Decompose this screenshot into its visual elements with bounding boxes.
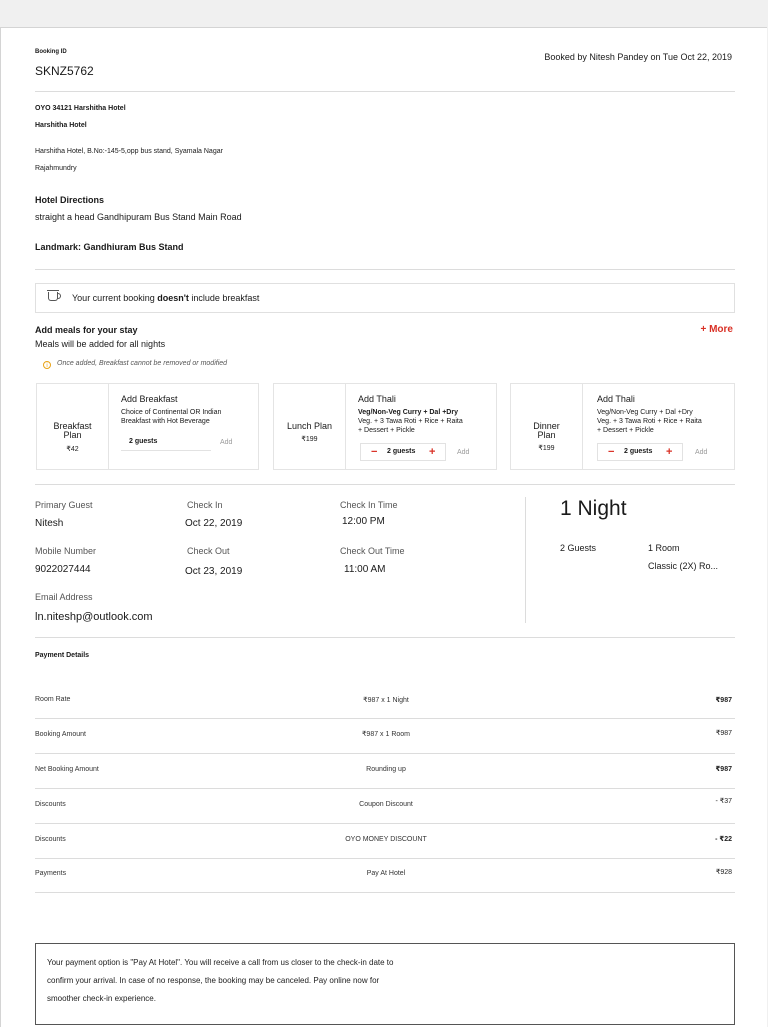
payment-row-detail: Coupon Discount (359, 801, 413, 808)
payment-row-detail: Pay At Hotel (366, 870, 406, 877)
plan-name: Lunch Plan (286, 421, 333, 431)
plus-icon[interactable]: + (429, 446, 436, 458)
payment-row-detail: OYO MONEY DISCOUNT (345, 836, 427, 843)
notice-line: Your payment option is "Pay At Hotel". You will receive a call from us closer to the check-in date to (47, 958, 394, 967)
meals-title: Add meals for your stay (35, 325, 138, 335)
hotel-city: Rajahmundry (35, 165, 77, 172)
guest-count: 2 guests (129, 438, 158, 445)
payment-row-detail: Rounding up (366, 766, 406, 773)
directions-text: straight a head Gandhipuram Bus Stand Main Road (35, 212, 242, 222)
divider (525, 497, 526, 623)
plan-name-line: Dinner (533, 421, 560, 431)
add-button[interactable]: Add (457, 449, 470, 456)
payment-row-value: ₹928 (715, 869, 732, 876)
add-button[interactable]: Add (695, 449, 708, 456)
mobile-number: 9022027444 (35, 564, 91, 575)
check-in-date: Oct 22, 2019 (185, 518, 243, 529)
booked-by: Booked by Nitesh Pandey on Tue Oct 22, 2019 (544, 52, 732, 62)
check-out-time-label: Check Out Time (340, 546, 405, 556)
hotel-address: Harshitha Hotel, B.No:-145-5,opp bus stand, Syamala Nagar (35, 148, 223, 155)
check-out-label: Check Out (187, 546, 230, 556)
notice-suffix: include breakfast (188, 293, 260, 303)
booking-page (0, 27, 767, 1027)
more-meals-link[interactable]: + More (700, 324, 733, 335)
booking-id-label: Booking ID (35, 49, 67, 55)
minus-icon[interactable]: − (608, 446, 615, 458)
breakfast-notice-text (72, 293, 259, 303)
minus-icon[interactable]: − (371, 446, 378, 458)
payment-title: Payment Details (35, 652, 90, 659)
plan-summary (37, 384, 109, 469)
plan-name-line: Plan (537, 430, 556, 440)
plan-summary (511, 384, 583, 469)
notice-line: confirm your arrival. In case of no response, the booking may be canceled. Pay online now for (47, 976, 380, 985)
primary-guest: Nitesh (35, 518, 64, 529)
meals-subtitle: Meals will be added for all nights (35, 339, 166, 349)
check-out-time: 11:00 AM (344, 564, 386, 575)
desc-line: Veg. + 3 Tawa Roti + Rice + Raita (597, 418, 702, 425)
guest-stepper[interactable] (360, 443, 446, 461)
payment-row-value: - ₹22 (715, 836, 732, 843)
dinner-plan-card (510, 383, 735, 470)
divider (35, 637, 735, 638)
lunch-plan-card (273, 383, 497, 470)
divider (35, 718, 735, 719)
guest-count: 2 guests (624, 448, 653, 455)
email-label: Email Address (35, 592, 93, 602)
plan-price: ₹199 (301, 436, 318, 443)
plan-name (37, 422, 108, 440)
breakfast-notice (35, 283, 735, 313)
add-thali-title: Add Thali (597, 394, 635, 404)
plan-name (511, 422, 582, 440)
payment-row-detail: ₹987 x 1 Room (361, 731, 411, 738)
room-type: Classic (2X) Ro... (648, 561, 719, 571)
check-in-time: 12:00 PM (342, 516, 385, 527)
desc-line: Breakfast with Hot Beverage (121, 418, 210, 425)
guests-count: 2 Guests (560, 543, 597, 553)
plan-name-line: Plan (63, 430, 82, 440)
plus-icon[interactable]: + (666, 446, 673, 458)
primary-guest-label: Primary Guest (35, 500, 93, 510)
divider (35, 753, 735, 754)
payment-row-value: ₹987 (715, 697, 732, 704)
add-thali-title: Add Thali (358, 394, 396, 404)
pay-at-hotel-notice (35, 943, 735, 1025)
payment-row-label: Discounts (35, 836, 66, 843)
notice-bold: doesn't (157, 293, 189, 303)
divider (35, 788, 735, 789)
divider (35, 823, 735, 824)
booking-id: SKNZ5762 (35, 64, 94, 78)
meals-warning: Once added, Breakfast cannot be removed or modified (57, 360, 228, 367)
landmark: Landmark: Gandhiuram Bus Stand (35, 242, 184, 252)
info-icon: i (43, 361, 51, 369)
email-address: ln.niteshp@outlook.com (35, 611, 153, 623)
mobile-label: Mobile Number (35, 546, 97, 556)
plan-description (358, 408, 463, 435)
payment-row-label: Net Booking Amount (35, 766, 99, 773)
divider (35, 484, 735, 485)
check-out-date: Oct 23, 2019 (185, 566, 243, 577)
payment-row-label: Discounts (35, 801, 66, 808)
divider (35, 858, 735, 859)
desc-line: + Dessert + Pickle (358, 427, 415, 434)
rooms-count: 1 Room (648, 543, 680, 553)
desc-line: + Dessert + Pickle (597, 427, 654, 434)
add-breakfast-title: Add Breakfast (121, 394, 178, 404)
nights-count: 1 Night (560, 497, 627, 520)
payment-row-label: Room Rate (35, 696, 71, 703)
payment-row-detail: ₹987 x 1 Night (363, 697, 409, 704)
coffee-cup-icon (48, 292, 58, 301)
notice-line: smoother check-in experience. (47, 994, 156, 1003)
plan-description (121, 408, 221, 426)
breakfast-plan-card (36, 383, 259, 470)
plan-price: ₹42 (66, 446, 79, 453)
payment-row-value: - ₹37 (715, 798, 732, 805)
check-in-label: Check In (187, 500, 223, 510)
notice-prefix: Your current booking (72, 293, 158, 303)
payment-row-value: ₹987 (715, 730, 732, 737)
payment-row-label: Booking Amount (35, 731, 86, 738)
divider (35, 892, 735, 893)
plan-summary (274, 384, 346, 469)
desc-line: Veg/Non-Veg Curry + Dal +Dry (358, 409, 458, 416)
guest-select[interactable] (121, 433, 211, 451)
hotel-code-name: OYO 34121 Harshitha Hotel (35, 105, 126, 112)
hotel-name: Harshitha Hotel (35, 122, 87, 129)
desc-line: Veg/Non-Veg Curry + Dal +Dry (597, 409, 693, 416)
add-button[interactable]: Add (220, 439, 233, 446)
guest-count: 2 guests (387, 448, 416, 455)
plan-description (597, 408, 702, 435)
divider (35, 269, 735, 270)
plan-price: ₹199 (538, 445, 555, 452)
plan-name-line: Breakfast (53, 421, 92, 431)
payment-row-value: ₹987 (715, 766, 732, 773)
desc-line: Veg. + 3 Tawa Roti + Rice + Raita (358, 418, 463, 425)
guest-stepper[interactable] (597, 443, 683, 461)
divider (35, 91, 735, 92)
check-in-time-label: Check In Time (340, 500, 398, 510)
payment-row-label: Payments (35, 870, 67, 877)
desc-line: Choice of Continental OR Indian (121, 409, 222, 416)
directions-title: Hotel Directions (35, 195, 105, 205)
